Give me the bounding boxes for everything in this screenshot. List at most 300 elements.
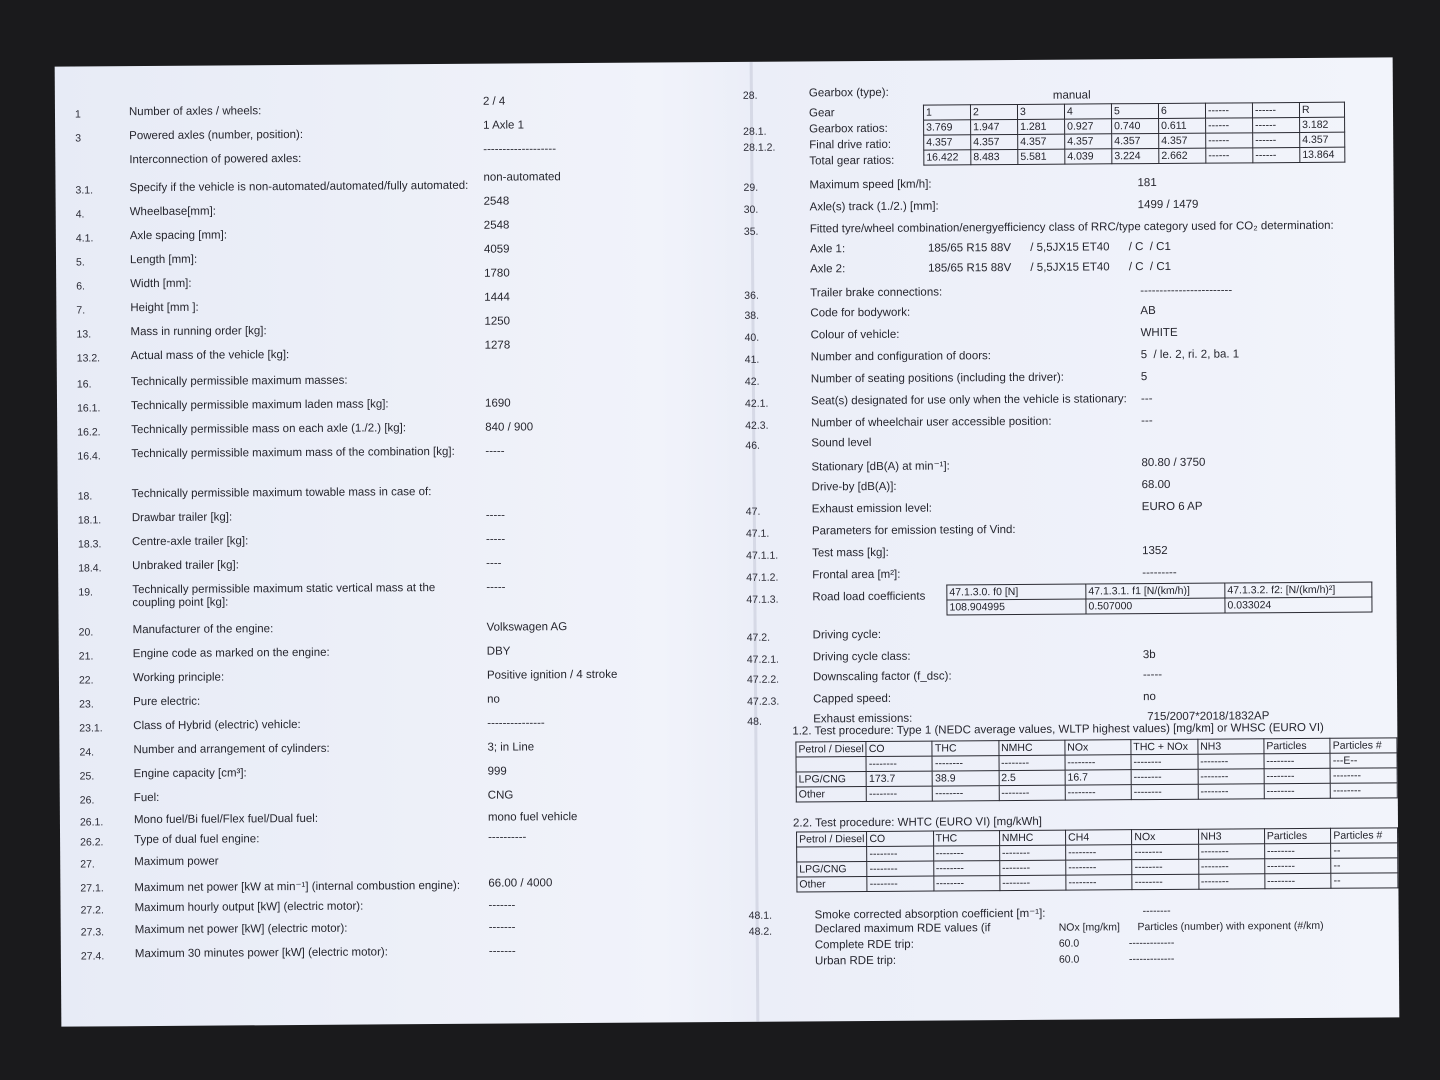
table-cell: ------: [1252, 102, 1299, 117]
right-item-label: Road load coefficients: [812, 590, 926, 604]
table-cell: THC + NOx: [1131, 739, 1198, 754]
table-cell: ------: [1205, 103, 1252, 118]
right-item-number: 36.: [744, 289, 759, 302]
test2-title: 2.2. Test procedure: WHTC (EURO VI) [mg/kWh]: [792, 815, 1043, 830]
table-row: [797, 873, 1398, 892]
table-cell: 2.5: [999, 770, 1065, 785]
table-cell: Particles: [1264, 828, 1331, 843]
rde-item-label: Complete RDE trip:: [814, 938, 914, 952]
table-cell: 173.7: [866, 771, 932, 786]
table-cell: --------: [1198, 859, 1264, 874]
table-cell: --: [1331, 873, 1398, 888]
table-cell: --------: [867, 786, 933, 801]
table-cell: 0.611: [1159, 118, 1206, 133]
right-item-value: ---------: [1142, 566, 1177, 580]
right-item-number: 42.3.: [745, 419, 769, 432]
left-item-label: Number and arrangement of cylinders:: [133, 742, 330, 757]
table-cell: Petrol / Diesel: [797, 832, 867, 847]
left-item-value: 2 / 4: [482, 95, 506, 108]
right-item-value: 715/2007*2018/1832AP: [1147, 710, 1270, 724]
left-item-number: 7.: [76, 304, 86, 317]
table-row: [924, 147, 1345, 165]
right-item-label: Stationary [dB(A) at min⁻¹]:: [811, 460, 950, 474]
table-cell: --: [1331, 843, 1398, 858]
left-item-number: 16.4.: [77, 450, 101, 463]
left-item-label: Technically permissible maximum towable mass in case of:: [131, 486, 432, 501]
right-item-value: 80.80 / 3750: [1141, 456, 1206, 470]
right-item-value: AB: [1140, 305, 1156, 318]
left-item-value: ----------: [488, 831, 527, 844]
left-item-label: Working principle:: [132, 671, 225, 685]
left-item-number: 27.4.: [80, 950, 105, 963]
rde-item-number: 48.1.: [748, 909, 773, 922]
table-cell: NH3: [1198, 829, 1264, 844]
left-item-label: Engine code as marked on the engine:: [132, 646, 330, 661]
table-cell: 108.904995: [947, 599, 1086, 615]
table-cell: 0.740: [1112, 118, 1159, 133]
left-item-label: Maximum 30 minutes power [kW] (electric motor):: [134, 946, 388, 961]
left-item-value: Volkswagen AG: [486, 621, 568, 634]
left-item-label: Height [mm ]:: [130, 301, 199, 315]
left-item-number: 5.: [75, 256, 85, 269]
right-item-number: 38.: [744, 309, 760, 322]
left-item-number: 26.2.: [80, 836, 104, 849]
right-item-number: 28.: [742, 89, 758, 102]
right-item-label: Number and configuration of doors:: [810, 350, 992, 364]
table-cell: --------: [1198, 784, 1264, 799]
right-item-value: 5: [1140, 371, 1148, 384]
left-item-label: Mass in running order [kg]:: [130, 325, 267, 339]
right-item-value: 181: [1137, 176, 1157, 190]
right-item-label: Exhaust emissions:: [813, 712, 913, 726]
left-item-value: 4059: [483, 243, 510, 256]
table-cell: 16.7: [1065, 770, 1131, 785]
table-cell: THC: [932, 741, 998, 756]
right-item-label: Final drive ratio:: [809, 138, 892, 152]
right-item-label: Test mass [kg]:: [812, 546, 889, 560]
table-cell: --------: [1264, 783, 1331, 798]
table-cell: --------: [1132, 844, 1198, 859]
table-cell: 8.483: [971, 149, 1018, 164]
left-item-number: 3.1.: [75, 184, 94, 197]
table-cell: Particles #: [1331, 828, 1398, 843]
left-item-label: Centre-axle trailer [kg]:: [131, 535, 249, 549]
left-item-value: -----: [486, 581, 506, 594]
right-item-label: Fitted tyre/wheel combination/energyefficiency class of RRC/type category used for CO₂ determination:: [809, 219, 1334, 236]
test1-title: 1.2. Test procedure: Type 1 (NEDC average values, WLTP highest values) [mg/km] or WHSC (EURO VI): [792, 721, 1324, 738]
table-cell: 38.9: [933, 771, 999, 786]
left-item-number: 1: [74, 108, 81, 121]
left-item-value: CNG: [487, 789, 514, 802]
right-item-value: 1352: [1142, 544, 1168, 558]
left-item-value: 66.00 / 4000: [488, 877, 553, 890]
left-item-value: 1780: [484, 267, 510, 280]
table-cell: --------: [933, 846, 999, 861]
right-item-value: ---: [1141, 415, 1153, 428]
left-item-number: 20.: [78, 626, 94, 639]
left-item-number: 22.: [78, 674, 94, 687]
left-item-label: Width [mm]:: [130, 277, 192, 291]
left-item-label: Class of Hybrid (electric) vehicle:: [133, 718, 301, 733]
table-cell: CH4: [1066, 830, 1132, 845]
rde-item-label: Smoke corrected absorption coefficient [m⁻¹]:: [814, 907, 1046, 922]
table-cell: --------: [1264, 753, 1331, 768]
table-cell: ------: [1253, 117, 1300, 132]
left-item-number: 18.: [77, 490, 93, 503]
table-cell: --------: [1000, 860, 1066, 875]
right-item-label: Maximum speed [km/h]:: [809, 178, 932, 192]
type1-emissions-table: [795, 737, 1397, 802]
right-item-value: 1499 / 1479: [1137, 198, 1199, 212]
left-item-label: Technically permissible maximum static vertical mass at the coupling point [kg]:: [132, 582, 436, 610]
table-cell: --------: [867, 861, 933, 876]
left-item-number: 23.1.: [79, 722, 103, 735]
table-cell: 1.947: [971, 119, 1018, 134]
left-item-number: 25.: [79, 770, 95, 783]
rde-item-label: Urban RDE trip:: [814, 954, 897, 968]
right-item-number: 47.2.: [746, 631, 771, 644]
left-item-value: -----: [485, 533, 506, 546]
left-item-value: -------: [488, 921, 516, 934]
table-cell: 4.357: [1112, 133, 1159, 148]
right-item-value: ---: [1140, 393, 1153, 406]
left-item-number: 3: [75, 132, 82, 145]
table-cell: 13.864: [1300, 147, 1345, 162]
left-item-value: mono fuel vehicle: [487, 811, 578, 824]
left-item-value: 2548: [483, 195, 510, 208]
table-cell: --------: [1131, 784, 1198, 799]
table-cell: 4.357: [924, 135, 971, 150]
table-cell: 4.039: [1065, 149, 1112, 164]
table-cell: ------: [1206, 118, 1253, 133]
right-item-value: 185/65 R15 88V / 5,5JX15 ET40 / C / C1: [928, 260, 1172, 275]
right-item-label: Gear: [808, 107, 835, 120]
left-item-label: Engine capacity [cm³]:: [133, 767, 247, 781]
right-item-label: Driving cycle:: [812, 628, 882, 642]
left-item-label: Maximum hourly output [kW] (electric motor):: [134, 900, 364, 915]
table-cell: 4.357: [1300, 132, 1345, 147]
left-item-number: 16.: [76, 378, 92, 391]
rde-item-value: 60.0 -------------: [1058, 952, 1175, 966]
left-item-number: 18.4.: [78, 562, 102, 575]
left-item-value: 3; in Line: [487, 741, 535, 754]
left-item-label: Wheelbase[mm]:: [129, 205, 217, 219]
right-item-number: 47.2.1.: [746, 653, 779, 666]
left-item-value: 999: [487, 765, 507, 778]
table-cell: [797, 847, 867, 862]
table-cell: 3: [1017, 104, 1064, 119]
table-cell: --------: [933, 786, 999, 801]
left-item-label: Interconnection of powered axles:: [129, 152, 302, 167]
right-item-label: Axle 1:: [809, 243, 846, 256]
left-item-label: Maximum net power [kW at min⁻¹] (internal combustion engine):: [134, 879, 461, 895]
left-item-number: 16.2.: [77, 426, 101, 439]
table-cell: ------: [1253, 132, 1300, 147]
table-cell: --------: [1000, 875, 1066, 890]
table-cell: 47.1.3.2. f2: [N/(km/h)²]: [1225, 582, 1372, 598]
left-item-value: Positive ignition / 4 stroke: [486, 668, 618, 682]
table-cell: Particles #: [1330, 738, 1397, 753]
table-cell: --------: [867, 876, 933, 891]
table-cell: --------: [932, 756, 998, 771]
rde-item-label: Declared maximum RDE values (if: [814, 922, 991, 936]
right-item-label: Downscaling factor (f_dsc):: [812, 670, 952, 684]
left-item-label: Technically permissible maximum mass of the combination [kg]:: [131, 445, 455, 461]
table-row: [796, 783, 1397, 802]
table-cell: 3.182: [1300, 117, 1345, 132]
right-item-value: 185/65 R15 88V / 5,5JX15 ET40 / C / C1: [927, 240, 1171, 255]
table-cell: --------: [999, 755, 1065, 770]
table-cell: 3.224: [1112, 148, 1159, 163]
road-load-table: [946, 581, 1372, 615]
gear-ratio-table: [923, 102, 1345, 166]
table-cell: 0.033024: [1225, 597, 1372, 613]
left-item-label: Unbraked trailer [kg]:: [132, 559, 239, 573]
left-item-value: -----: [485, 445, 505, 458]
table-cell: --------: [1264, 858, 1331, 873]
table-cell: --------: [1330, 768, 1397, 783]
left-item-number: 27.1.: [80, 882, 104, 895]
table-cell: LPG/CNG: [796, 772, 866, 787]
right-item-label: Seat(s) designated for use only when the vehicle is stationary:: [810, 393, 1127, 408]
right-item-label: Colour of vehicle:: [810, 328, 900, 342]
right-item-label: Sound level: [811, 436, 872, 450]
table-cell: --------: [1198, 769, 1264, 784]
right-item-value: 3b: [1142, 649, 1156, 662]
left-item-value: non-automated: [483, 171, 561, 184]
right-item-number: 40.: [744, 331, 760, 344]
right-item-label: Frontal area [m²]:: [812, 568, 901, 582]
left-item-number: 4.: [75, 208, 85, 221]
table-cell: --------: [1131, 754, 1198, 769]
table-cell: CO: [866, 741, 932, 756]
right-item-value: manual: [1052, 89, 1091, 102]
left-item-label: Pure electric:: [133, 695, 201, 709]
table-cell: NOx: [1132, 829, 1198, 844]
right-item-number: 41.: [744, 353, 760, 366]
table-cell: ---E--: [1330, 753, 1397, 768]
left-item-label: Axle spacing [mm]:: [129, 229, 228, 243]
table-cell: --------: [1264, 843, 1331, 858]
table-cell: --------: [1131, 769, 1198, 784]
right-item-number: 48.: [747, 715, 762, 728]
table-cell: 0.927: [1065, 119, 1112, 134]
left-item-label: Technically permissible maximum laden mass [kg]:: [130, 398, 389, 413]
right-item-label: Number of seating positions (including the driver):: [810, 371, 1065, 386]
left-item-value: 1690: [484, 397, 511, 410]
left-item-label: Drawbar trailer [kg]:: [131, 511, 233, 525]
table-cell: [796, 757, 866, 772]
right-item-label: Capped speed:: [813, 692, 892, 706]
table-cell: 47.1.3.1. f1 [N/(km/h)]: [1086, 583, 1225, 599]
left-item-number: 27.2.: [80, 904, 104, 917]
table-cell: --------: [1065, 755, 1131, 770]
table-cell: --------: [867, 846, 933, 861]
table-cell: CO: [867, 831, 933, 846]
right-item-number: 47.1.: [745, 527, 770, 540]
table-cell: NOx: [1065, 740, 1131, 755]
left-item-value: 840 / 900: [485, 421, 534, 434]
table-cell: --------: [1065, 785, 1131, 800]
table-cell: --------: [1265, 873, 1332, 888]
table-cell: R: [1299, 102, 1344, 117]
right-item-label: Code for bodywork:: [810, 306, 911, 320]
table-cell: 1.281: [1018, 119, 1065, 134]
right-item-number: 28.1.: [743, 125, 767, 138]
right-item-label: Trailer brake connections:: [810, 286, 943, 300]
table-cell: 6: [1158, 103, 1205, 118]
left-item-value: ----: [486, 557, 502, 570]
left-item-label: Mono fuel/Bi fuel/Flex fuel/Dual fuel:: [133, 812, 319, 827]
table-cell: ------: [1253, 147, 1300, 162]
table-cell: --------: [1066, 845, 1132, 860]
left-item-number: 27.: [80, 858, 95, 871]
right-item-label: Axle(s) track (1./2.) [mm]:: [809, 200, 939, 214]
left-item-value: 1444: [484, 291, 510, 304]
table-cell: 5.581: [1018, 149, 1065, 164]
table-cell: THC: [933, 831, 999, 846]
left-item-number: 4.1.: [75, 232, 94, 245]
table-cell: --------: [1330, 783, 1397, 798]
right-item-label: Gearbox ratios:: [809, 122, 888, 136]
right-item-value: ------------------------: [1140, 284, 1233, 298]
table-cell: --------: [933, 876, 999, 891]
left-item-number: 18.1.: [77, 514, 102, 527]
left-item-label: Number of axles / wheels:: [128, 105, 262, 119]
table-cell: 5: [1111, 103, 1158, 118]
right-item-value: 5 / le. 2, ri. 2, ba. 1: [1140, 348, 1240, 362]
table-cell: 4: [1064, 104, 1111, 119]
left-item-number: 21.: [78, 650, 94, 663]
left-item-value: 1278: [484, 339, 511, 352]
left-item-value: ---------------: [487, 717, 545, 730]
right-item-label: Gearbox (type):: [808, 86, 889, 100]
right-item-number: 28.1.2.: [743, 141, 776, 154]
right-item-number: 47.2.3.: [747, 695, 780, 708]
left-item-label: Manufacturer of the engine:: [132, 623, 274, 637]
table-cell: 4.357: [1159, 133, 1206, 148]
left-item-number: 24.: [79, 746, 95, 759]
table-cell: ------: [1206, 133, 1253, 148]
right-item-value: -----: [1142, 668, 1163, 682]
table-cell: NMHC: [999, 740, 1065, 755]
whtc-emissions-table: [796, 827, 1398, 892]
right-item-number: 30.: [743, 203, 759, 216]
left-item-label: Fuel:: [133, 791, 160, 805]
table-cell: 16.422: [924, 150, 971, 165]
left-item-value: no: [487, 693, 500, 706]
left-item-number: 19.: [78, 586, 93, 599]
table-cell: --------: [999, 845, 1065, 860]
table-row: [947, 597, 1372, 615]
table-cell: --------: [999, 785, 1065, 800]
table-cell: 2: [970, 104, 1017, 119]
left-item-number: 26.1.: [79, 816, 104, 829]
left-item-value: -----: [485, 509, 506, 522]
left-item-value: -------------------: [483, 143, 557, 156]
table-cell: 1: [923, 105, 970, 120]
rde-item-number: 48.2.: [748, 925, 773, 938]
table-cell: --------: [1132, 874, 1198, 889]
right-item-label: Exhaust emission level:: [811, 502, 932, 516]
left-item-number: 23.: [79, 698, 94, 711]
left-item-label: Type of dual fuel engine:: [134, 833, 260, 847]
table-cell: LPG/CNG: [797, 862, 867, 877]
table-cell: --------: [1198, 754, 1264, 769]
table-cell: Other: [797, 877, 867, 892]
rde-item-value: 60.0 -------------: [1058, 936, 1175, 950]
table-cell: 4.357: [1065, 134, 1112, 149]
table-cell: --------: [1066, 860, 1132, 875]
left-item-label: Specify if the vehicle is non-automated/automated/fully automated:: [129, 179, 469, 195]
table-cell: 4.357: [1018, 134, 1065, 149]
right-item-label: Total gear ratios:: [809, 154, 895, 168]
table-cell: 4.357: [971, 134, 1018, 149]
table-cell: --------: [1198, 844, 1264, 859]
left-item-label: Maximum power: [134, 855, 219, 869]
right-item-number: 46.: [745, 439, 760, 452]
table-cell: 2.662: [1159, 148, 1206, 163]
right-item-label: Driving cycle class:: [812, 650, 911, 664]
table-cell: Particles: [1264, 738, 1331, 753]
right-item-value: 68.00: [1141, 478, 1171, 492]
right-item-number: 29.: [743, 181, 759, 194]
table-cell: --------: [1198, 874, 1264, 889]
right-item-value: WHITE: [1140, 326, 1178, 340]
rde-item-value: --------: [1142, 904, 1171, 918]
left-item-value: 1250: [484, 315, 511, 328]
right-item-number: 47.1.3.: [746, 593, 779, 606]
left-item-number: 26.: [79, 794, 95, 807]
right-item-number: 42.: [744, 375, 760, 388]
table-cell: 47.1.3.0. f0 [N]: [947, 584, 1086, 600]
right-item-number: 42.1.: [744, 397, 769, 410]
table-cell: NH3: [1198, 739, 1264, 754]
table-cell: --------: [933, 861, 999, 876]
table-cell: --------: [1132, 859, 1198, 874]
left-item-value: 1 Axle 1: [483, 119, 525, 132]
left-item-number: 13.: [76, 328, 92, 341]
left-item-number: 13.2.: [76, 352, 101, 365]
rde-item-value: NOx [mg/km] Particles (number) with exponent (#/km): [1058, 919, 1324, 934]
left-item-value: DBY: [486, 645, 511, 658]
table-cell: 0.507000: [1086, 598, 1225, 614]
right-item-label: Axle 2:: [810, 263, 846, 276]
right-item-label: Number of wheelchair user accessible position:: [811, 415, 1052, 430]
document-page: [55, 57, 1400, 1026]
left-item-label: Maximum net power [kW] (electric motor):: [134, 922, 348, 937]
left-item-value: -------: [488, 899, 516, 912]
table-cell: --------: [1264, 768, 1331, 783]
right-item-number: 47.2.2.: [746, 673, 780, 686]
right-item-number: 35.: [743, 225, 759, 238]
left-item-number: 16.1.: [77, 402, 101, 415]
left-item-label: Powered axles (number, position):: [129, 128, 304, 143]
table-cell: Other: [796, 787, 866, 802]
left-item-number: 6.: [76, 280, 86, 293]
left-item-value: -------: [488, 945, 516, 958]
left-item-value: 2548: [483, 219, 510, 232]
left-item-number: 18.3.: [77, 538, 102, 551]
right-item-number: 47.1.1.: [746, 549, 779, 562]
right-item-label: Parameters for emission testing of Vind:: [811, 523, 1016, 538]
right-item-number: 47.: [745, 505, 761, 518]
table-cell: 3.769: [924, 120, 971, 135]
right-item-value: no: [1143, 691, 1156, 704]
left-item-label: Technically permissible mass on each axle (1./2.) [kg]:: [131, 422, 407, 437]
right-item-value: EURO 6 AP: [1141, 500, 1203, 514]
left-item-label: Actual mass of the vehicle [kg]:: [130, 349, 290, 363]
